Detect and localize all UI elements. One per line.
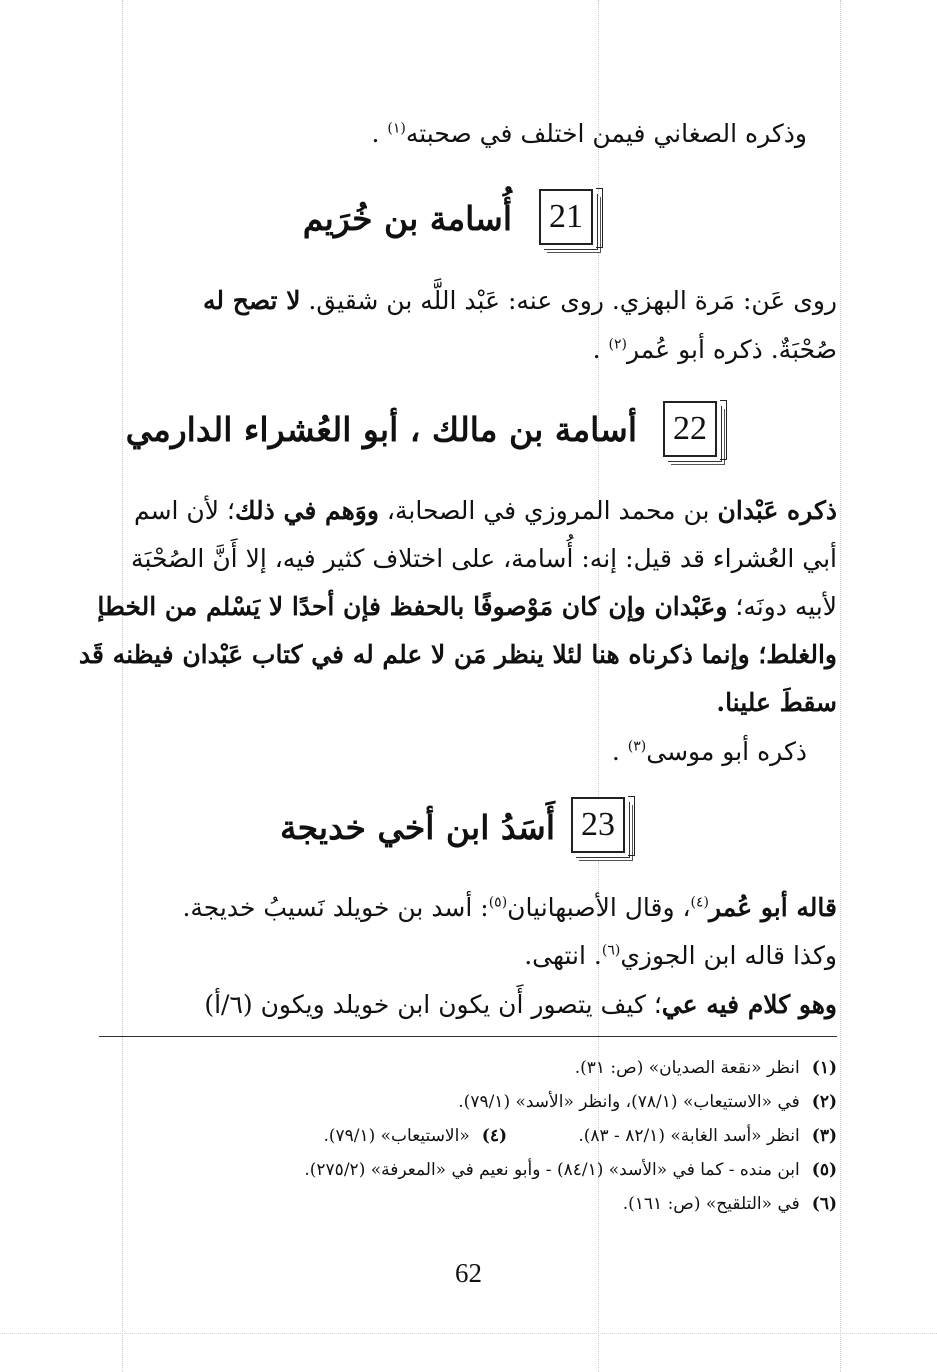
entry-number-box: 21: [539, 189, 593, 245]
text-run: صُحْبَةٌ. ذكره أبو عُمر: [626, 335, 837, 364]
entry-number-box: 23: [571, 797, 625, 853]
paragraph-line: [612, 735, 807, 769]
footnote-text: في «التلقيح» (ص: ١٦١).: [622, 1194, 800, 1214]
paragraph-line: [716, 686, 837, 720]
footnote-number: (٤): [481, 1126, 507, 1146]
footnote-text: ابن منده - كما في «الأسد» (٨٤/١) - وأبو نعيم في «المعرفة» (٢٧٥/٢).: [304, 1160, 800, 1180]
footnote: [304, 1158, 837, 1182]
text-run: وكذا قاله ابن الجوزي: [620, 941, 837, 970]
text-run: ذكره أبو موسى: [646, 737, 807, 766]
footnote-ref: (٢): [608, 336, 627, 353]
text-run: سقطَ علينا.: [716, 688, 837, 717]
footnote-ref: (٦): [601, 942, 621, 959]
page-number: 62: [455, 1258, 482, 1288]
footnote-number: (١): [811, 1058, 837, 1078]
paragraph-line: [593, 333, 837, 367]
text-run: وهو كلام فيه عي: [661, 990, 837, 1019]
footnote-text: «الاستيعاب» (٧٩/١).: [323, 1126, 470, 1146]
footnote-ref: (٥): [488, 894, 508, 911]
footnote-ref: (١): [387, 120, 406, 137]
footnote-number: (٥): [811, 1160, 837, 1180]
footnote-text: انظر «أسد الغابة» (٨٢/١ - ٨٣).: [578, 1126, 800, 1146]
paragraph-line: [134, 494, 837, 528]
footnote-number: (٢): [811, 1092, 837, 1112]
footnote: [458, 1090, 837, 1114]
paragraph-line: [97, 590, 837, 624]
text-run: والغلط؛ وإنما ذكرناه هنا لئلا ينظر مَن لا علم له في كتاب عَبْدان فيظنه قَد: [78, 640, 837, 669]
scan-guide-line: [840, 0, 841, 1372]
text-run: لا تصح له: [203, 286, 301, 315]
paragraph-line: [182, 891, 837, 925]
text-run: ، وقال الأصبهانيان: [507, 893, 691, 922]
paragraph-line: [79, 638, 837, 672]
footnote: [575, 1056, 837, 1080]
paragraph-line: [204, 988, 837, 1022]
footnote-ref: (٣): [627, 738, 647, 755]
scan-guide-line: [0, 1333, 937, 1334]
text-run: بن محمد المروزي في الصحابة،: [386, 496, 710, 525]
footnote: [323, 1124, 507, 1148]
intro-line: [371, 117, 807, 151]
entry-title: أَسَدُ ابن أخي خديجة: [279, 808, 555, 847]
footnote-separator: [99, 1036, 837, 1037]
text-run: ذكره عَبْدان: [717, 496, 837, 525]
text-run: أبي العُشراء قد قيل: إنه: أُسامة، على اختلاف كثير فيه، إلا أَنَّ الصُحْبَة: [131, 544, 837, 573]
footnote-number: (٦): [811, 1194, 837, 1214]
text-run: وعَبْدان وإن كان مَوْصوفًا بالحفظ فإن أحدًا لا يَسْلم من الخطإ: [97, 592, 728, 621]
entry-title: أسامة بن مالك ، أبو العُشراء الدارمي: [125, 410, 637, 449]
paragraph-line: [524, 939, 837, 973]
text-run: وذكره الصغاني فيمن اختلف في صحبته: [405, 119, 807, 148]
text-run: ووَهم في ذلك: [234, 496, 379, 525]
entry-number-box: 22: [663, 401, 717, 457]
paragraph-line: [203, 284, 837, 318]
footnote-number: (٣): [811, 1126, 837, 1146]
text-run: .: [371, 119, 380, 148]
text-run: روى عَن: مَرة البهزي. روى عنه: عَبْد اللَّه بن شقيق.: [308, 286, 837, 315]
text-run: : أسد بن خويلد نَسيبُ خديجة.: [182, 893, 489, 922]
footnote-text: انظر «نقعة الصديان» (ص: ٣١).: [574, 1058, 800, 1078]
scan-guide-line: [122, 0, 123, 1372]
entry-title: أُسامة بن خُرَيم: [302, 199, 512, 238]
paragraph-line: [131, 542, 837, 576]
text-run: .: [592, 335, 601, 364]
footnote-ref: (٤): [690, 894, 710, 911]
text-run: لأبيه دونَه؛: [735, 592, 837, 621]
text-run: .: [611, 737, 620, 766]
text-run: ؛ لأن اسم: [133, 496, 235, 525]
text-run: . انتهى.: [524, 941, 602, 970]
text-run: قاله أبو عُمر: [709, 893, 837, 922]
footnote: [578, 1124, 837, 1148]
footnote: [623, 1192, 837, 1216]
footnote-text: في «الاستيعاب» (٧٨/١)، وانظر «الأسد» (٧٩/١).: [458, 1092, 800, 1112]
text-run: ؛ كيف يتصور أَن يكون ابن خويلد ويكون (٦/أ): [204, 990, 662, 1019]
